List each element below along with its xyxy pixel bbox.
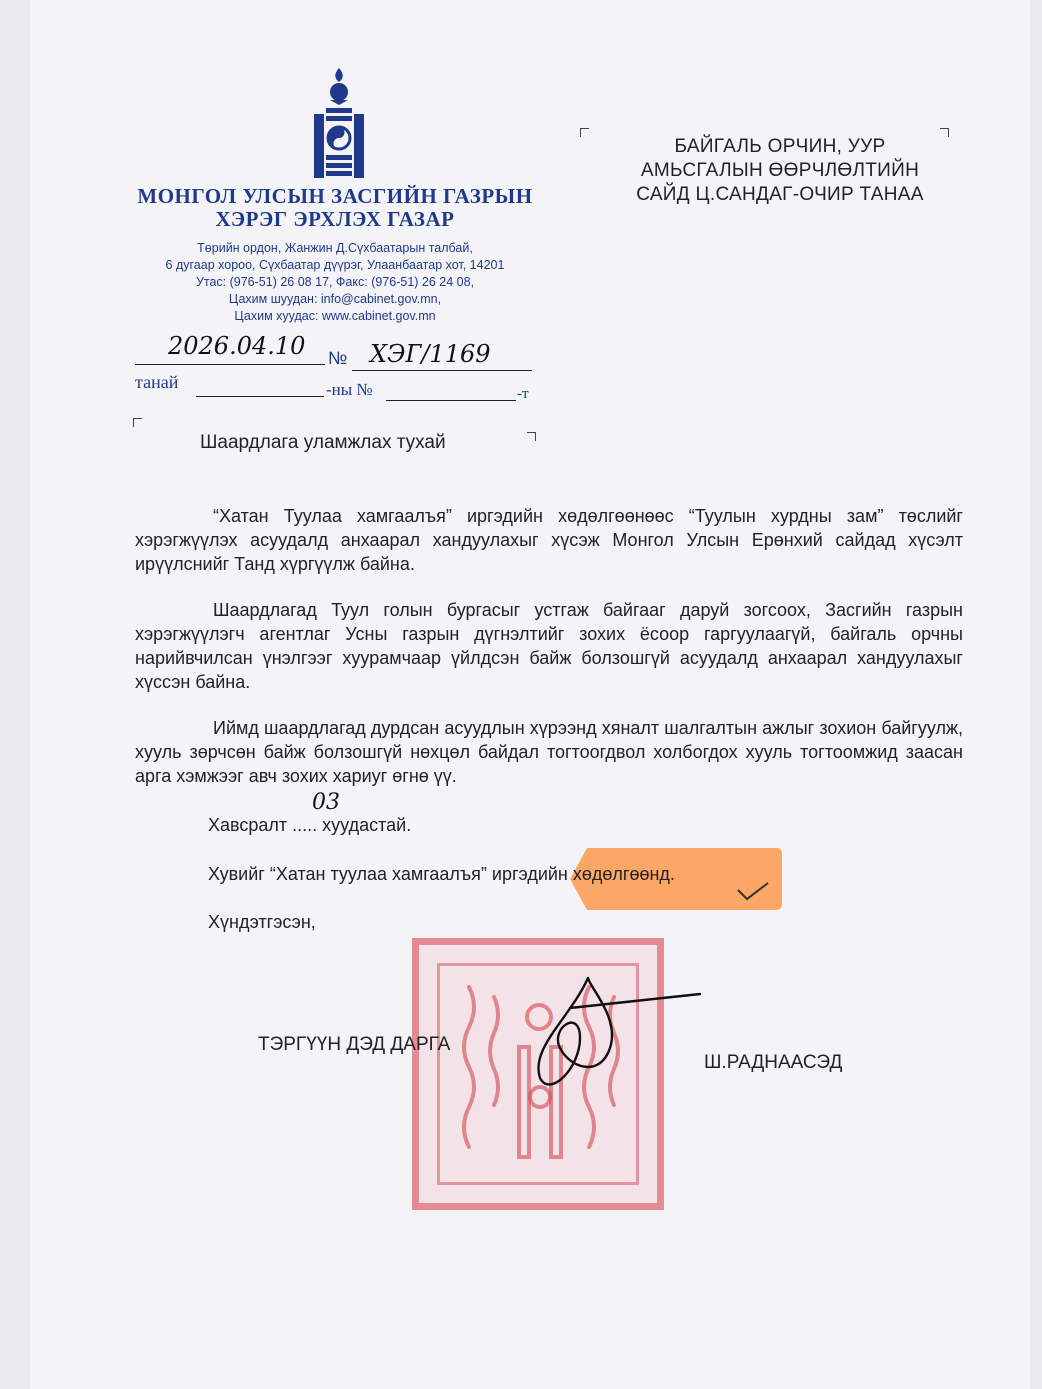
org-name-line1: МОНГОЛ УЛСЫН ЗАСГИЙН ГАЗРЫН xyxy=(137,184,533,208)
body-paragraph: Шаардлагад Туул голын бургасыг устгаж байгааг даруй зогсоох, Засгийн газрын хэрэгжүүлэгч агентлаг Усны газрын дүгнэлтийг зохих ёсоор гаргуулаагүй, байгаль орчны нарийвчилсан үнэлгээг хуурамчаар үйлдсэн байж болзошгүй асуудалд анхаарал хандуулахыг хүссэн байна. xyxy=(135,600,963,692)
letter-body xyxy=(135,504,963,788)
recipient-line: БАЙГАЛЬ ОРЧИН, УУР xyxy=(674,136,886,157)
address-line: 6 дугаар хороо, Сүхбаатар дүүрэг, Улаанбаатар хот, 14201 xyxy=(165,258,505,272)
reply-label-1: танай xyxy=(135,372,179,392)
reply-label-3: -т xyxy=(517,386,529,402)
number-handwritten: ХЭГ/1169 xyxy=(370,340,491,368)
checkmark-icon xyxy=(736,880,770,902)
recipient-line: САЙД Ц.САНДАГ-ОЧИР ТАНАА xyxy=(636,184,924,205)
address-line: Төрийн ордон, Жанжин Д.Сүхбаатарын талбай, xyxy=(197,241,473,255)
subject-corner-mark xyxy=(133,418,142,427)
date-handwritten: 2026.04.10 xyxy=(168,332,306,360)
sender-address xyxy=(110,240,560,325)
attachment-line xyxy=(208,815,411,836)
body-paragraph: “Хатан Туулаа хамгаалъя” иргэдийн хөдөлгөөнөөс “Туулын хурдны зам” төслийг хэрэгжүүлэх асуудалд анхаарал хандуулахыг хүсэж Монгол Улсын Ерөнхий сайдад хүсэлт ирүүлснийг Танд хүргүүлж байна. xyxy=(135,506,963,574)
body-paragraph: Иймд шаардлагад дурдсан асуудлын хүрээнд хяналт шалгалтын ажлыг зохион байгуулж, хууль зөрчсөн байж болзошгүй нөхцөл байдал тогтоогдвол холбогдох хууль тогтоомжид заасан арга хэмжээг авч зохих хариуг өгнө үү. xyxy=(135,718,963,786)
signatory-position: ТЭРГҮҮН ДЭД ДАРГА xyxy=(258,1034,451,1055)
recipient-line: АМЬСГАЛЫН ӨӨРЧЛӨЛТИЙН xyxy=(640,160,920,181)
address-line: Цахим шуудан: info@cabinet.gov.mn, xyxy=(228,292,442,306)
address-line: Утас: (976-51) 26 08 17, Факс: (976-51) 26 24 08, xyxy=(195,275,475,289)
date-line xyxy=(135,364,325,365)
org-name-line2: ХЭРЭГ ЭРХЛЭХ ГАЗАР xyxy=(215,207,455,231)
copy-line: Хувийг “Хатан туулаа хамгаалъя” иргэдийн хөдөлгөөнд. xyxy=(208,864,675,884)
attachment-dots: ..... xyxy=(292,815,318,835)
reply-number-line xyxy=(386,400,516,401)
address-corner-mark xyxy=(580,128,589,137)
recipient-block xyxy=(600,135,960,207)
number-line xyxy=(352,370,532,371)
attachment-prefix: Хавсралт xyxy=(208,815,293,835)
closing: Хүндэтгэсэн, xyxy=(208,912,316,932)
address-line: Цахим хуудас: www.cabinet.gov.mn xyxy=(234,309,436,323)
number-label: № xyxy=(328,348,348,368)
signatory-name: Ш.РАДНААСЭД xyxy=(704,1052,843,1073)
reply-label-2: -ны № xyxy=(326,380,373,399)
attachment-count-handwritten: 03 xyxy=(312,790,340,815)
attachment-suffix: хуудастай. xyxy=(317,815,412,835)
subject-line: Шаардлага уламжлах тухай xyxy=(200,432,446,453)
subject-corner-mark xyxy=(527,432,536,441)
handwritten-signature xyxy=(510,968,710,1098)
state-emblem-icon xyxy=(310,66,368,182)
reply-date-line xyxy=(196,396,324,397)
